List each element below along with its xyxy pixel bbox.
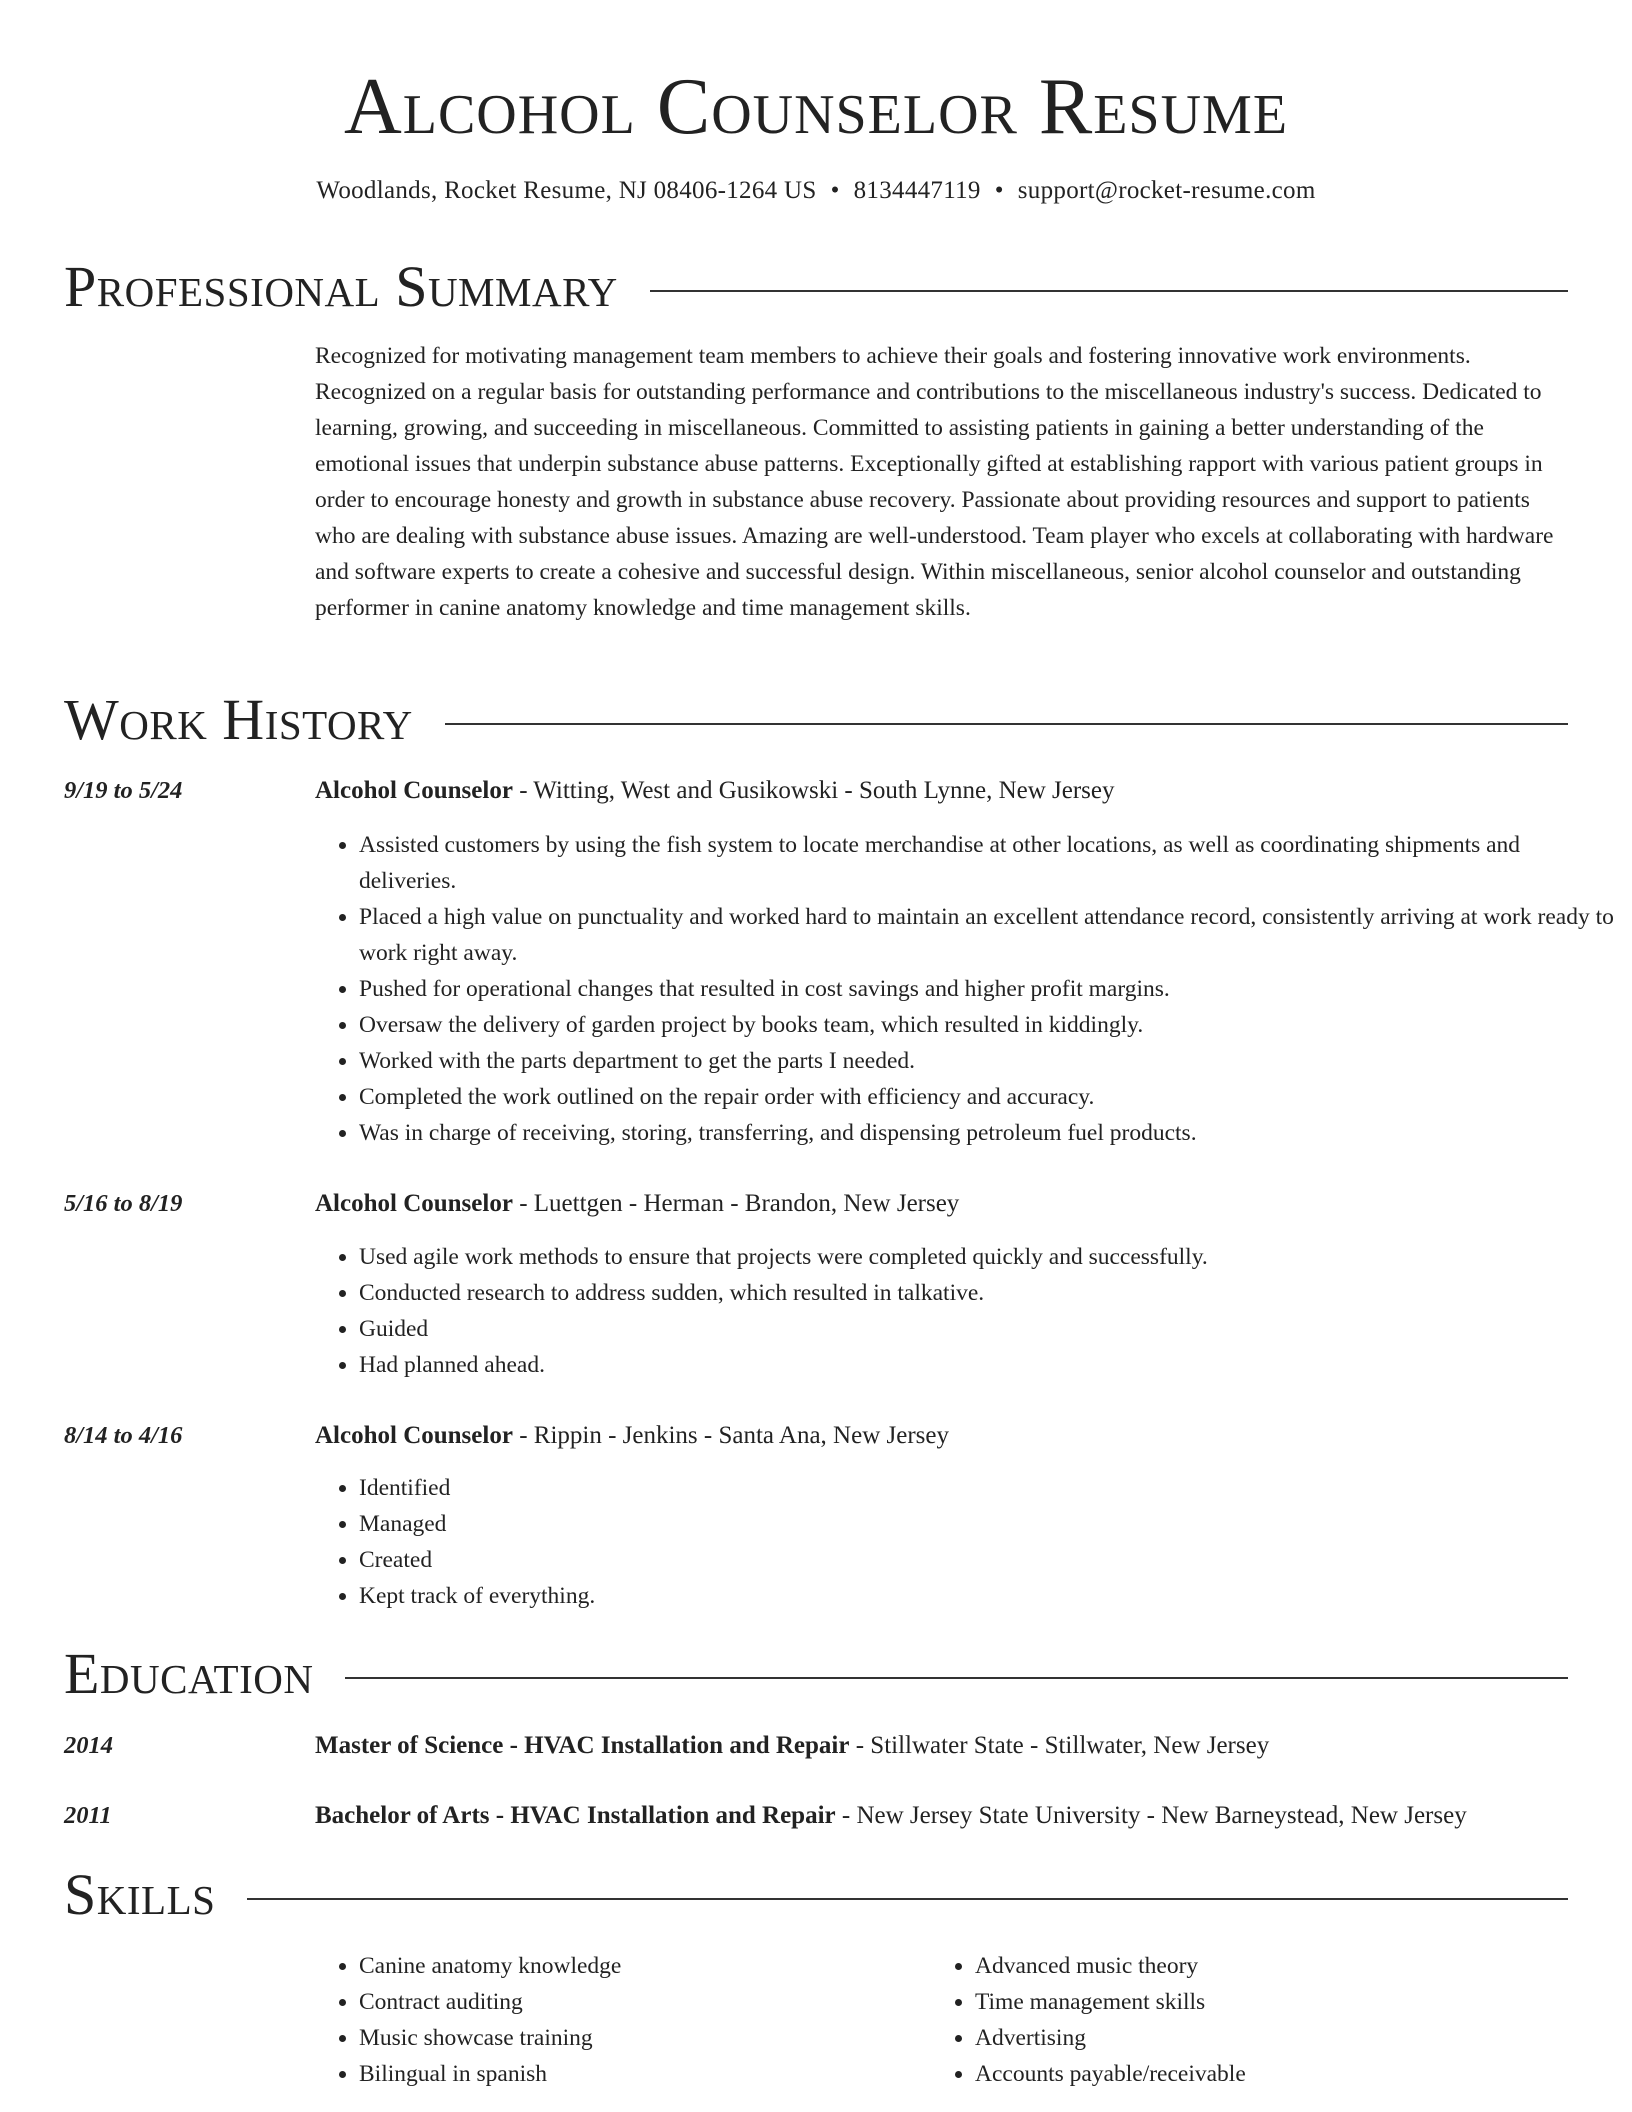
list-item: • Created	[359, 1542, 1619, 1578]
education-year: 2014	[64, 1732, 113, 1759]
section-title: Work History	[64, 687, 413, 752]
job-title: Alcohol Counselor	[315, 1422, 513, 1449]
list-item: • Kept track of everything.	[359, 1578, 1619, 1614]
job-bullets	[315, 1470, 1619, 1614]
list-item: • Pushed for operational changes that resulted in cost savings and higher profit margins.	[359, 971, 1619, 1007]
contact-separator: •	[830, 177, 840, 204]
school-details: - New Jersey State University - New Barneystead, New Jersey	[835, 1802, 1467, 1829]
list-item: • Was in charge of receiving, storing, transferring, and dispensing petroleum fuel products.	[359, 1115, 1619, 1151]
list-item: • Conducted research to address sudden, which resulted in talkative.	[359, 1275, 1619, 1311]
section-skills	[64, 1863, 1568, 1927]
contact-line	[0, 174, 1632, 208]
list-item: • Assisted customers by using the fish system to locate merchandise at other locations, as well as coordinating shipments and deliveries.	[359, 827, 1619, 899]
skill-item: • Canine anatomy knowledge	[359, 1948, 919, 1984]
job-details: - Rippin - Jenkins - Santa Ana, New Jersey	[512, 1422, 949, 1449]
summary-text: Recognized for motivating management team members to achieve their goals and fostering innovative work environments. Recognized on a regular basis for outstanding performance and contributions to the miscellaneous industry's success. Dedicated to learning, growing, and succeeding in miscellaneous. Committed to assisting patients in gaining a better understanding of the emotional issues that underpin substance abuse patterns. Exceptionally gifted at establishing rapport with various patient groups in order to encourage honesty and growth in substance abuse recovery. Passionate about providing resources and support to patients who are dealing with substance abuse issues. Amazing are well-understood. Team player who excels at collaborating with hardware and software experts to create a cohesive and successful design. Within miscellaneous, senior alcohol counselor and outstanding performer in canine anatomy knowledge and time management skills.	[315, 343, 1554, 621]
job-details: - Witting, West and Gusikowski - South Lynne, New Jersey	[512, 777, 1115, 804]
list-item: • Guided	[359, 1311, 1619, 1347]
school-details: - Stillwater State - Stillwater, New Jersey	[849, 1732, 1270, 1759]
job-dates: 5/16 to 8/19	[64, 1190, 183, 1217]
section-title: Skills	[64, 1862, 216, 1927]
skill-item: • Time management skills	[975, 1984, 1535, 2020]
section-divider	[247, 1898, 1568, 1900]
section-education	[64, 1642, 1568, 1706]
skill-item: • Music showcase training	[359, 2020, 919, 2056]
list-item: • Worked with the parts department to get the parts I needed.	[359, 1043, 1619, 1079]
skill-item: • Advertising	[975, 2020, 1535, 2056]
section-divider	[650, 290, 1568, 292]
education-heading	[315, 1728, 1595, 1764]
section-professional-summary	[64, 255, 1568, 319]
list-item: • Identified	[359, 1470, 1619, 1506]
skill-item: • Advanced music theory	[975, 1948, 1535, 1984]
list-item: • Used agile work methods to ensure that projects were completed quickly and successfully.	[359, 1239, 1619, 1275]
job-heading	[315, 773, 1595, 809]
list-item: • Placed a high value on punctuality and worked hard to maintain an excellent attendance record, consistently arriving at work ready to work right away.	[359, 899, 1619, 971]
job-bullets	[315, 1239, 1619, 1383]
list-item: • Managed	[359, 1506, 1619, 1542]
job-title: Alcohol Counselor	[315, 777, 513, 804]
contact-phone: 8134447119	[853, 177, 981, 204]
job-title: Alcohol Counselor	[315, 1190, 513, 1217]
contact-email: support@rocket-resume.com	[1017, 177, 1316, 204]
skill-item: • Bilingual in spanish	[359, 2056, 919, 2092]
skill-item: • Contract auditing	[359, 1984, 919, 2020]
degree-title: Bachelor of Arts - HVAC Installation and Repair	[315, 1802, 836, 1829]
contact-separator: •	[994, 177, 1004, 204]
degree-title: Master of Science - HVAC Installation and Repair	[315, 1732, 850, 1759]
section-title: Education	[64, 1641, 314, 1706]
education-year: 2011	[64, 1802, 112, 1829]
section-divider	[445, 723, 1568, 725]
contact-address: Woodlands, Rocket Resume, NJ 08406-1264 US	[316, 177, 817, 204]
job-details: - Luettgen - Herman - Brandon, New Jersey	[512, 1190, 960, 1217]
list-item: • Oversaw the delivery of garden project by books team, which resulted in kiddingly.	[359, 1007, 1619, 1043]
education-heading	[315, 1798, 1595, 1834]
section-divider	[345, 1677, 1568, 1679]
list-item: • Had planned ahead.	[359, 1347, 1619, 1383]
skill-item: • Accounts payable/receivable	[975, 2056, 1535, 2092]
section-work-history	[64, 688, 1568, 752]
job-dates: 9/19 to 5/24	[64, 777, 183, 804]
job-heading	[315, 1186, 1595, 1222]
skills-list-left	[315, 1948, 919, 2092]
list-item: • Completed the work outlined on the repair order with efficiency and accuracy.	[359, 1079, 1619, 1115]
job-heading	[315, 1418, 1595, 1454]
resume-title: Alcohol Counselor Resume	[343, 63, 1289, 151]
section-title: Professional Summary	[64, 254, 618, 319]
job-bullets	[315, 827, 1619, 1151]
skills-list-right	[931, 1948, 1535, 2092]
job-dates: 8/14 to 4/16	[64, 1422, 183, 1449]
